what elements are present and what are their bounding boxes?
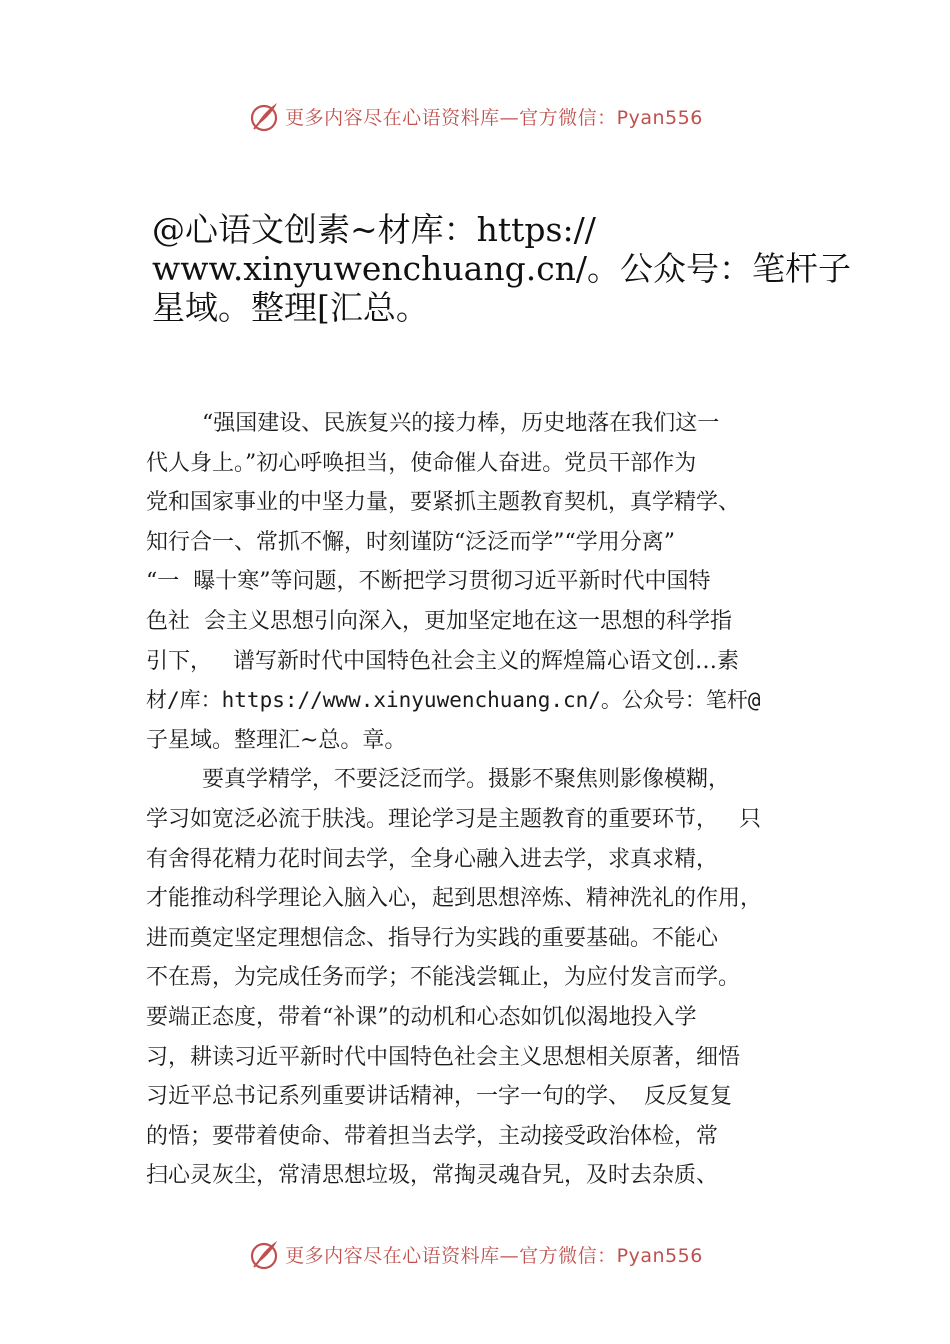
- body-line: “强国建设、民族复兴的接力棒，历史地落在我们这一: [146, 411, 720, 436]
- banner-text: 更多内容尽在心语资料库—官方微信：Pyan556: [285, 106, 703, 129]
- body-line: 学习如宽泛必流于肤浅。理论学习是主题教育的重要环节， 只: [146, 806, 761, 832]
- body-line: 党和国家事业的中坚力量，要紧抓主题教育契机，真学精学、: [146, 490, 741, 516]
- quill-pen-logo-icon: [247, 99, 281, 133]
- body-line: 材/库：https://www.xinyuwenchuang.cn/。公众号：笔杆@: [146, 688, 761, 713]
- body-line: 习，耕读习近平新时代中国特色社会主义思想相关原著，细悟: [146, 1044, 741, 1070]
- banner-text: 更多内容尽在心语资料库—官方微信：Pyan556: [285, 1244, 703, 1267]
- body-line: 进而奠定坚定理想信念、指导行为实践的重要基础。不能心: [146, 925, 719, 951]
- body-line: 扫心灵灰尘，常清思想垃圾，常掏灵魂旮旯，及时去杂质、: [146, 1163, 719, 1189]
- article-body: [146, 404, 846, 1196]
- body-line: 的悟；要带着使命、带着担当去学，主动接受政治体检，常: [146, 1123, 719, 1149]
- source-heading: [152, 210, 852, 327]
- body-line: 有舍得花精力花时间去学，全身心融入进去学，求真求精，: [146, 846, 719, 872]
- body-line: “一 曝十寒”等问题，不断把学习贯彻习近平新时代中国特: [146, 569, 711, 595]
- body-line: 才能推动科学理论入脑入心，起到思想淬炼、精神洗礼的作用，: [146, 886, 763, 912]
- footer-banner: [0, 1234, 950, 1274]
- body-line: 要端正态度，带着“补课”的动机和心态如饥似渴地投入学: [146, 1004, 697, 1030]
- body-line: 色社 会主义思想引向深入，更加坚定地在这一思想的科学指: [146, 608, 732, 634]
- header-banner: [0, 96, 950, 136]
- body-line: 要真学精学，不要泛泛而学。摄影不聚焦则影像模糊，: [146, 767, 730, 793]
- body-line: 习近平总书记系列重要讲话精神，一字一句的学、 反反复复: [146, 1084, 732, 1110]
- quill-pen-logo-icon: [247, 1237, 281, 1271]
- heading-line: @心语文创素~材库：https://: [152, 210, 596, 249]
- heading-line: 星域。整理[汇总。: [152, 288, 429, 327]
- body-line: 子星域。整理汇~总。章。: [146, 727, 407, 753]
- body-line: 引下， 谱写新时代中国特色社会主义的辉煌篇心语文创…素: [146, 648, 739, 674]
- body-line: 代人身上。”初心呼唤担当，使命催人奋进。党员干部作为: [146, 450, 697, 476]
- wechat-id: Pyan556: [616, 1244, 703, 1267]
- body-line: 知行合一、常抓不懈，时刻谨防“泛泛而学”“学用分离”: [146, 529, 675, 555]
- heading-line: www.xinyuwenchuang.cn/。公众号：笔杆子: [152, 249, 852, 288]
- body-line: 不在焉，为完成任务而学；不能浅尝辄止，为应付发言而学。: [146, 965, 741, 991]
- wechat-id: Pyan556: [616, 106, 703, 129]
